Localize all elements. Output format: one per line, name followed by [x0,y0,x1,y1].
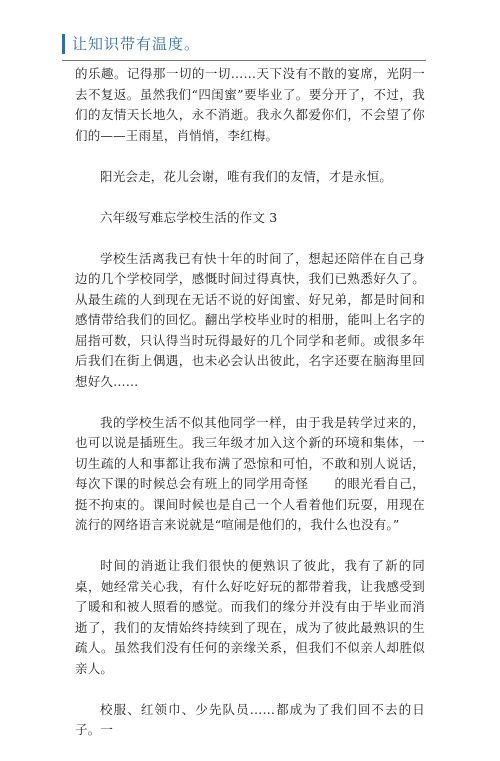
paragraph: 阳光会走，花儿会谢，唯有我们的友情，才是永恒。 [100,168,393,184]
header-title: 让知识带有温度。 [72,35,201,53]
paragraph: 时间的消逝让我们很快的便熟识了彼此，我有了新的同桌，她经常关心我，有什么好吃好玩的都带着我，让我感受到了暖和和被人照看的感觉。而我们的缘分并没有由于毕业而消逝了，我们的友情始终持续到了现在，成为了彼此最熟识的生疏人。虽然我们没有任何的亲缘关系，但我们不似亲人却胜似亲人。 [75,558,425,676]
paragraph: 学校生活离我已有快十年的时间了，想起还陪伴在自己身边的几个学校同学，感慨时间过得真快，我们已熟悉好久了。从最生疏的人到现在无话不说的好闺蜜、好兄弟，都是时间和感情带给我们的回忆。翻出学校毕业时的相册，能叫上名字的屈指可数，只认得当时玩得最好的几个同学和老师。或很多年后我们在街上偶遇，也未必会认出彼此，名字还要在脑海里回想好久…… [75,250,425,389]
page-header [0,0,500,60]
document-body [75,64,425,761]
section-heading: 六年级写难忘学校生活的作文 3 [100,209,278,225]
paragraph: 我的学校生活不似其他同学一样，由于我是转学过来的，也可以说是插班生。我三年级才加入这个新的环境和集体，一切生疏的人和事都让我布满了恐惊和可怕，不敢和别人说话，每次下课的时候总会有班上的同学用奇怪 的眼光看自己，挺不拘束的。课间时候也是自己一个人看着他们玩耍，用现在流行的网络语言来说就是“喧闹是他们的，我什么也没有。” [75,414,425,532]
header-accent-bar [62,34,65,54]
paragraph: 的乐趣。记得那一切的一切……天下没有不散的宴席，光阴一去不复返。虽然我们“四闺蜜”要毕业了。要分开了，不过，我们的友情天长地久，永不消逝。我永久都爱你们，不会望了你们的——王雨星，肖悄悄，李红梅。 [75,66,425,143]
paragraph: 校服、红领巾、少先队员……都成为了我们回不去的日子。一 [75,701,425,737]
header-divider [62,60,426,61]
